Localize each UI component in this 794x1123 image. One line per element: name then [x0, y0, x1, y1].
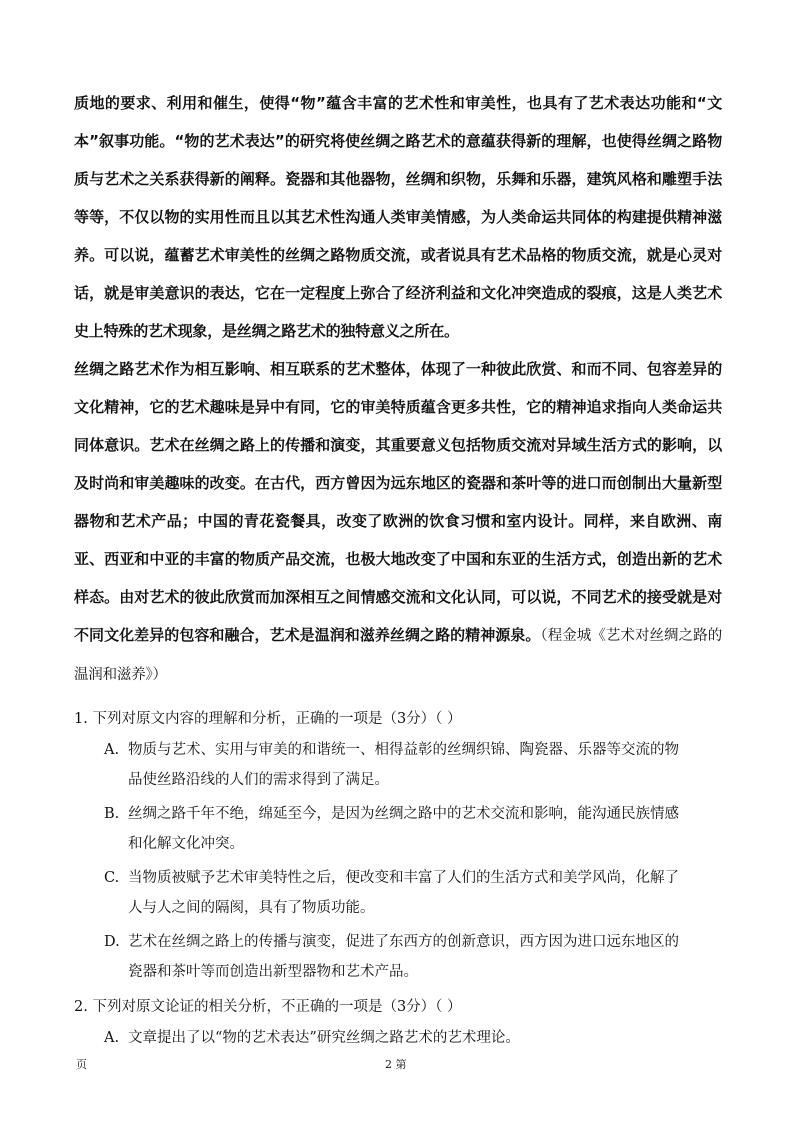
footer-left-text: 页: [76, 1058, 87, 1071]
option-letter: A.: [104, 742, 120, 758]
option-text-line1: 文章提出了以“物的艺术表达”研究丝绸之路艺术的艺术理论。: [128, 1030, 520, 1046]
option-text-line1: 当物质被赋予艺术审美特性之后，便改变和丰富了人们的生活方式和美学风尚，化解了: [128, 870, 679, 886]
question-1-option-d: [74, 927, 722, 987]
passage-paragraph-2: [74, 350, 722, 694]
passage-citation: （程金城《艺术对丝绸之路的温润和滋养》）: [74, 628, 722, 683]
passage-paragraph-2-text: 丝绸之路艺术作为相互影响、相互联系的艺术整体，体现了一种彼此欣赏、和而不同、包容差异的文化精神，它的艺术趣味是异中有同，它的审美特质蕴含更多共性，它的精神追求指向人类命运共同体意识。艺术在丝绸之路上的传播和演变，其重要意义包括物质交流对异域生活方式的影响，以及时尚和审美趣味的改变。在古代，西方曾因为远东地区的瓷器和茶叶等的进口而创制出大量新型器物和艺术产品；中国的青花瓷餐具，改变了欧洲的饮食习惯和室内设计。同样，来自欧洲、南亚、西亚和中亚的丰富的物质产品交流，也极大地改变了中国和东亚的生活方式，创造出新的艺术样态。由对艺术的彼此欣赏而加深相互之间情感交流和文化认同，可以说，不同艺术的接受就是对不同文化差异的包容和融合，艺术是温润和滋养丝绸之路的精神源泉。: [74, 360, 722, 644]
option-text-line2: 和化解文化冲突。: [128, 836, 244, 852]
question-2: [74, 991, 722, 1053]
option-text-line2: 人与人之间的隔阂，具有了物质功能。: [128, 900, 375, 916]
option-text-line1: 艺术在丝绸之路上的传播与演变，促进了东西方的创新意识，西方因为进口远东地区的: [128, 934, 679, 950]
question-1-option-a: [74, 735, 722, 795]
option-letter: D.: [104, 934, 120, 950]
option-letter: A.: [104, 1030, 120, 1046]
passage-paragraph-1: 质地的要求、利用和催生，使得“物”蕴含丰富的艺术性和审美性，也具有了艺术表达功能和“文本”叙事功能。“物的艺术表达”的研究将使丝绸之路艺术的意蕴获得新的理解，也使得丝绸之路物质与艺术之关系获得新的阐释。瓷器和其他器物，丝绸和织物，乐舞和乐器，建筑风格和雕塑手法等等，不仅以物的实用性而且以其艺术性沟通人类审美情感，为人类命运共同体的构建提供精神滋养。可以说，蕴蓄艺术审美性的丝绸之路物质交流，或者说具有艺术品格的物质交流，就是心灵对话，就是审美意识的表达，它在一定程度上弥合了经济利益和文化冲突造成的裂痕，这是人类艺术史上特殊的艺术现象，是丝绸之路艺术的独特意义之所在。: [74, 94, 722, 340]
page-number: 2 第: [385, 1058, 407, 1071]
option-letter: B.: [104, 806, 120, 822]
option-letter: C.: [104, 870, 120, 886]
question-1: [74, 703, 722, 987]
option-text-line1: 物质与艺术、实用与审美的和谐统一、相得益彰的丝绸织锦、陶瓷器、乐器等交流的物: [128, 742, 679, 758]
question-1-option-b: [74, 799, 722, 859]
reading-passage: [74, 84, 722, 694]
questions-section: [74, 703, 722, 1053]
option-text-line2: 瓷器和茶叶等而创造出新型器物和艺术产品。: [128, 964, 418, 980]
option-text-line1: 丝绸之路千年不绝，绵延至今，是因为丝绸之路中的艺术交流和影响，能沟通民族情感: [128, 806, 679, 822]
question-1-option-c: [74, 863, 722, 923]
question-2-stem: 2. 下列对原文论证的相关分析，不正确的一项是（3分）（ ）: [74, 999, 462, 1015]
question-2-option-a: [74, 1023, 722, 1053]
option-text-line2: 品使丝路沿线的人们的需求得到了满足。: [128, 772, 389, 788]
question-1-stem: 1. 下列对原文内容的理解和分析，正确的一项是（3分）（ ）: [74, 711, 462, 727]
